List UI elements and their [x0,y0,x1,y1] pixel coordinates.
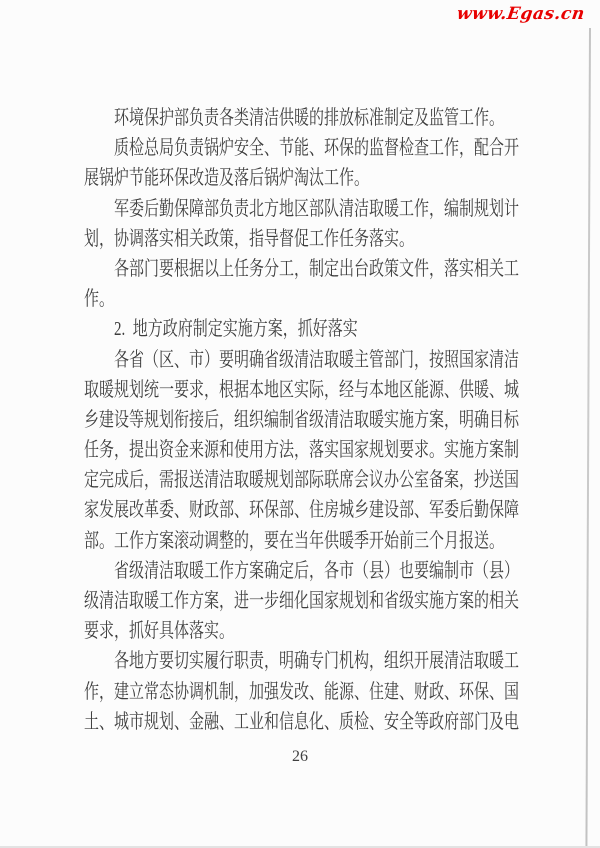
text-line: 各部门要根据以上任务分工，制定出台政策文件，落实相关工 [114,257,519,280]
text-line: 各地方要切实履行职责，明确专门机构，组织开展清洁取暖工 [114,650,519,673]
text-line: 要求，抓好具体落实。 [84,620,234,643]
text-line: 乡建设等规划衔接后，组织编制省级清洁取暖实施方案，明确目标 [84,408,519,431]
text-line: 省级清洁取暖工作方案确定后，各市（县）也要编制市（县） [114,559,519,582]
page-number: 26 [292,748,308,765]
text-line: 家发展改革委、财政部、环保部、住房城乡建设部、军委后勤保障 [84,499,519,522]
text-line: 定完成后，需报送清洁取暖规划部际联席会议办公室备案，抄送国 [84,469,519,492]
text-line: 部。工作方案滚动调整的，要在当年供暖季开始前三个月报送。 [84,529,504,552]
text-line: 任务，提出资金来源和使用方法，落实国家规划要求。实施方案制 [84,439,519,462]
text-line: 质检总局负责锅炉安全、节能、环保的监督检查工作，配合开 [114,137,519,160]
text-line: 土、城市规划、金融、工业和信息化、质检、安全等政府部门及电 [84,710,519,733]
text-line: 作，建立常态协调机制，加强发改、能源、住建、财政、环保、国 [84,680,519,703]
text-line: 作。 [84,288,114,311]
text-line: 划，协调落实相关政策，指导督促工作任务落实。 [84,227,414,250]
text-line: 2. 地方政府制定实施方案，抓好落实 [114,318,358,341]
text-line: 军委后勤保障部负责北方地区部队清洁取暖工作，编制规划计 [114,197,519,220]
text-line: 级清洁取暖工作方案，进一步细化国家规划和省级实施方案的相关 [84,590,519,612]
site-watermark: www.Egas.cn [455,4,587,24]
text-line: 展锅炉节能环保改造及落后锅炉淘汰工作。 [84,167,369,190]
text-line: 各省（区、市）要明确省级清洁取暖主管部门，按照国家清洁 [114,348,519,371]
text-line: 环境保护部负责各类清洁供暖的排放标准制定及监管工作。 [114,107,504,129]
text-line: 取暖规划统一要求，根据本地区实际，经与本地区能源、供暖、城 [84,378,519,401]
document-lines [84,103,594,737]
